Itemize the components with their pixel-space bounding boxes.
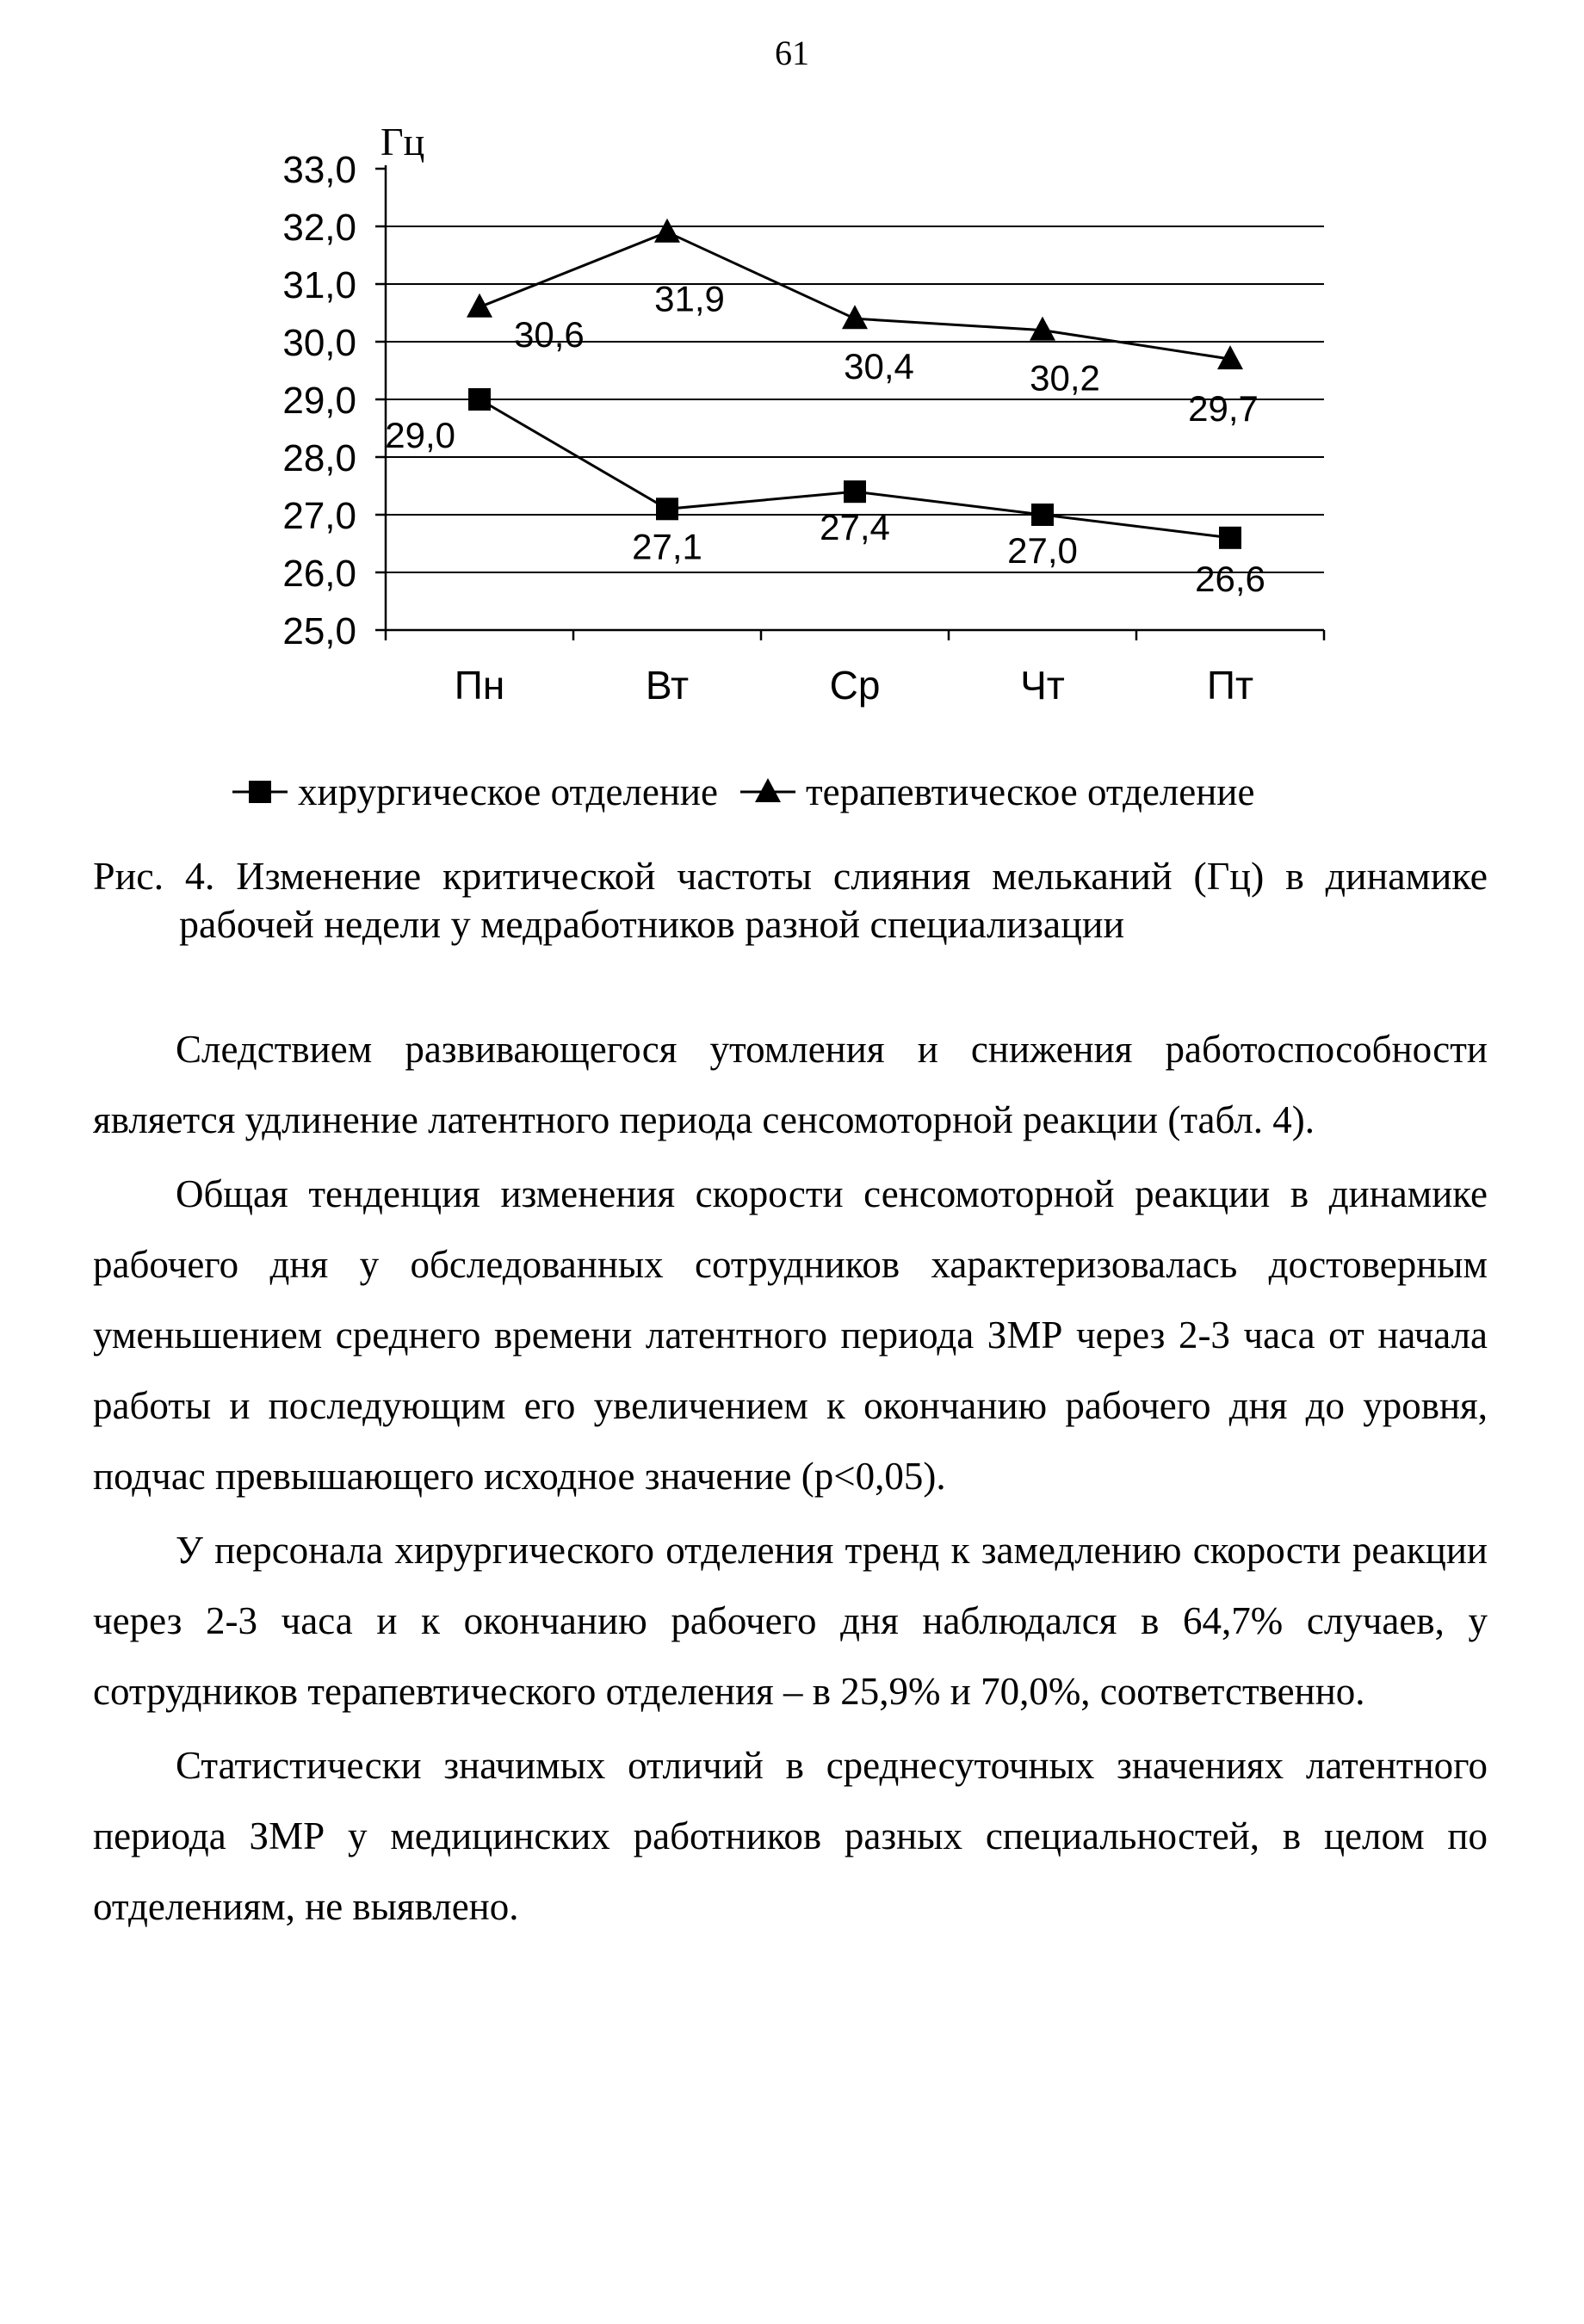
x-tick-label: Пт [1206, 663, 1254, 708]
data-label: 30,6 [514, 313, 585, 355]
x-tick-label: Вт [645, 663, 690, 708]
paragraph-4: Статистически значимых отличий в среднесуточных значениях латентного периода ЗМР у медицинских работников разных специальностей, в целом по отделениям, не выявлено. [93, 1744, 1488, 1928]
data-label: 29,0 [385, 415, 455, 455]
page-number: 61 [775, 34, 809, 72]
series-2-point [654, 219, 680, 243]
chart-axes [282, 120, 1324, 708]
y-tick-label: 30,0 [282, 322, 356, 364]
y-tick-label: 32,0 [282, 207, 356, 249]
x-tick-label: Ср [829, 663, 881, 708]
data-label: 27,1 [632, 526, 702, 567]
data-label: 26,6 [1195, 558, 1265, 599]
y-tick-label: 25,0 [282, 610, 356, 652]
data-label: 27,4 [820, 507, 890, 548]
data-label: 31,9 [654, 278, 725, 319]
series-2-point [842, 305, 868, 329]
series-1-point [1219, 527, 1241, 549]
y-tick-label: 26,0 [282, 553, 356, 595]
series-line-2 [480, 232, 1230, 359]
series-1-point [1031, 504, 1054, 526]
legend-label-1: хирургическое отделение [298, 770, 718, 813]
y-tick-label: 33,0 [282, 149, 356, 191]
chart-data-labels [385, 279, 1265, 599]
y-tick-label: 29,0 [282, 380, 356, 422]
paragraph-2: Общая тенденция изменения скорости сенсомоторной реакции в динамике рабочего дня у обследованных сотрудников характеризовалась достоверным уменьшением среднего времени латентного периода ЗМР через 2-3 часа от начала работы и последующим его увеличением к окончанию рабочего дня до уровня, подчас превышающего исходное значение (p<0,05). [93, 1172, 1488, 1498]
series-1-point [844, 480, 866, 503]
series-2-point [467, 294, 492, 318]
data-label: 30,4 [844, 346, 914, 387]
data-label: 30,2 [1030, 357, 1100, 399]
y-axis-label: Гц [381, 120, 425, 164]
line-chart [0, 0, 1584, 826]
series-1-point [656, 498, 678, 520]
paragraph-3: У персонала хирургического отделения тренд к замедлению скорости реакции через 2-3 часа и к окончанию рабочего дня наблюдался в 64,7% случаев, у сотрудников терапевтического отделения – в 25,9% и 70,0%, соответственно. [93, 1529, 1488, 1713]
data-label: 29,7 [1188, 388, 1259, 430]
x-tick-label: Чт [1020, 663, 1065, 708]
series-1-point [468, 388, 491, 411]
x-tick-label: Пн [454, 663, 505, 708]
chart-legend [232, 770, 1254, 813]
body-text [93, 1014, 1488, 1945]
legend-label-2: терапевтическое отделение [806, 770, 1255, 813]
legend-marker-1 [249, 781, 271, 803]
y-tick-label: 28,0 [282, 437, 356, 479]
y-tick-label: 27,0 [282, 495, 356, 537]
figure-caption-text: Рис. 4. Изменение критической частоты слияния мельканий (Гц) в динамике рабочей недели у медработников разной специализации [93, 854, 1488, 946]
legend-marker-2 [755, 778, 781, 802]
figure-caption [93, 852, 1488, 949]
y-tick-label: 31,0 [282, 264, 356, 306]
paragraph-1: Следствием развивающегося утомления и снижения работоспособности является удлинение латентного периода сенсомоторной реакции (табл. 4). [93, 1028, 1488, 1141]
data-label: 27,0 [1007, 530, 1078, 571]
